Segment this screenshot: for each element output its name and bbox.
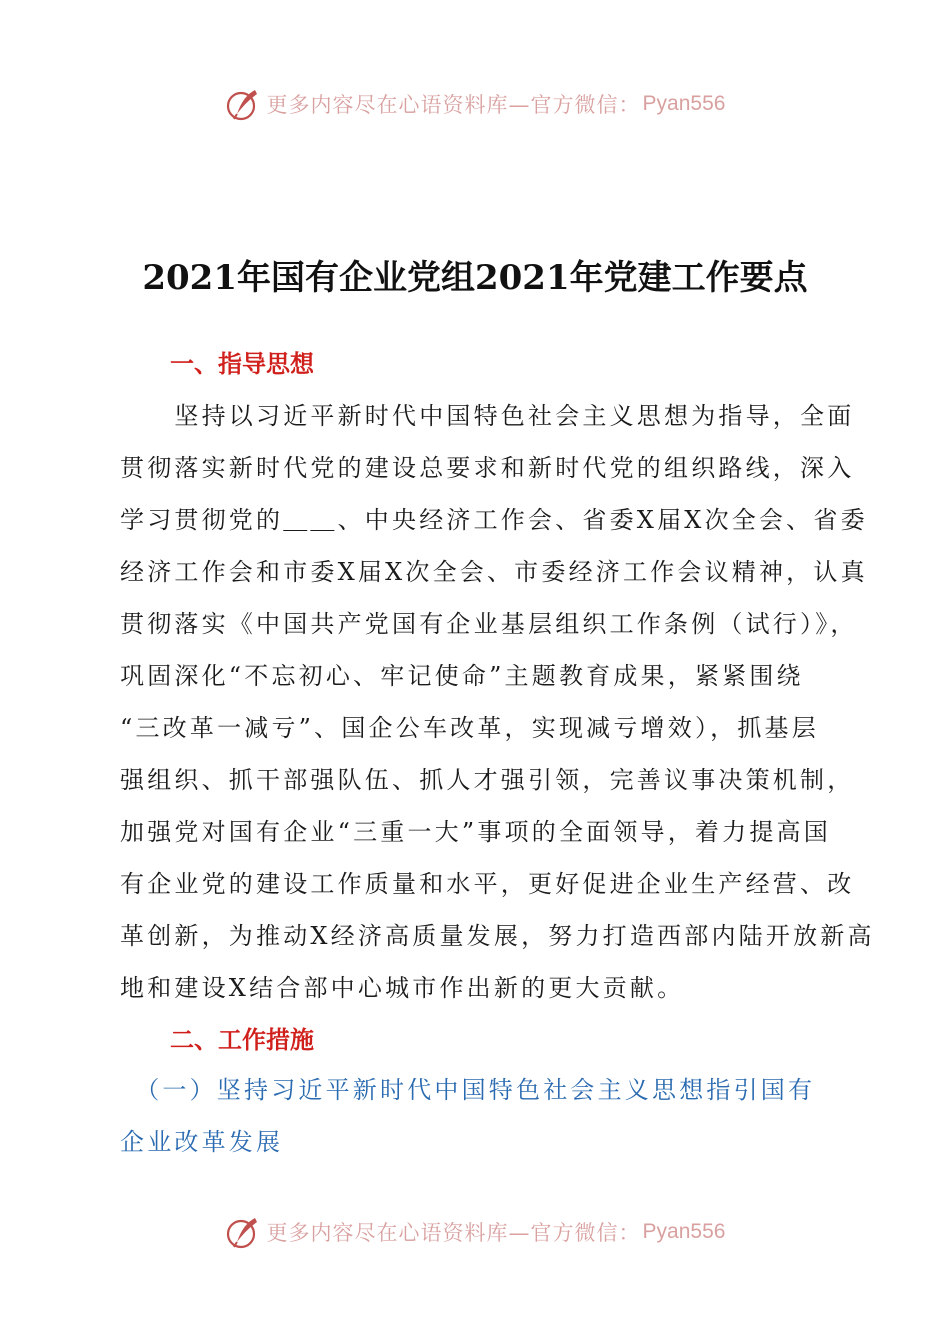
section-heading-work-measures: 二、工作措施 <box>170 1026 314 1054</box>
section-heading-guiding-ideology: 一、指导思想 <box>170 350 314 378</box>
paragraph-line: 强组织、抓干部强队伍、抓人才强引领，完善议事决策机制， <box>120 766 855 794</box>
paragraph-line: 贯彻落实《中国共产党国有企业基层组织工作条例（试行）》， <box>120 610 858 638</box>
paragraph-line: 加强党对国有企业“三重一大”事项的全面领导，着力提高国 <box>120 818 831 846</box>
banner-text: 更多内容尽在心语资料库—官方微信： <box>266 1221 641 1245</box>
paragraph-line: 学习贯彻党的＿＿、中央经济工作会、省委X届X次全会、省委 <box>120 506 868 534</box>
banner-text: 更多内容尽在心语资料库—官方微信： <box>266 93 641 117</box>
footer-banner <box>0 1208 950 1256</box>
subsection-line: （一）坚持习近平新时代中国特色社会主义思想指引国有 <box>120 1076 816 1104</box>
paragraph-line: 有企业党的建设工作质量和水平，更好促进企业生产经营、改 <box>120 870 855 898</box>
paragraph-line: 革创新，为推动X经济高质量发展，努力打造西部内陆开放新高 <box>120 922 875 950</box>
quill-logo-icon <box>225 1214 261 1250</box>
subsection-heading <box>120 1064 840 1168</box>
quill-logo-icon <box>225 86 261 122</box>
header-banner <box>0 80 950 128</box>
subsection-line: 企业改革发展 <box>120 1128 284 1156</box>
paragraph-line: 贯彻落实新时代党的建设总要求和新时代党的组织路线，深入 <box>120 454 855 482</box>
paragraph-line: 巩固深化“不忘初心、牢记使命”主题教育成果，紧紧围绕 <box>120 662 804 690</box>
document-title: 2021年国有企业党组2021年党建工作要点 <box>142 258 808 298</box>
paragraph-line: 经济工作会和市委X届X次全会、市委经济工作会议精神，认真 <box>120 558 868 586</box>
paragraph-line: 地和建设X结合部中心城市作出新的更大贡献。 <box>120 974 685 1002</box>
banner-wechat-id: Pyan556 <box>642 1220 726 1243</box>
paragraph-line: “三改革一减亏”、国企公车改革，实现减亏增效），抓基层 <box>120 714 819 742</box>
section1-paragraph <box>120 390 875 1014</box>
paragraph-line: 坚持以习近平新时代中国特色社会主义思想为指导，全面 <box>120 402 855 430</box>
banner-wechat-id: Pyan556 <box>642 92 726 115</box>
